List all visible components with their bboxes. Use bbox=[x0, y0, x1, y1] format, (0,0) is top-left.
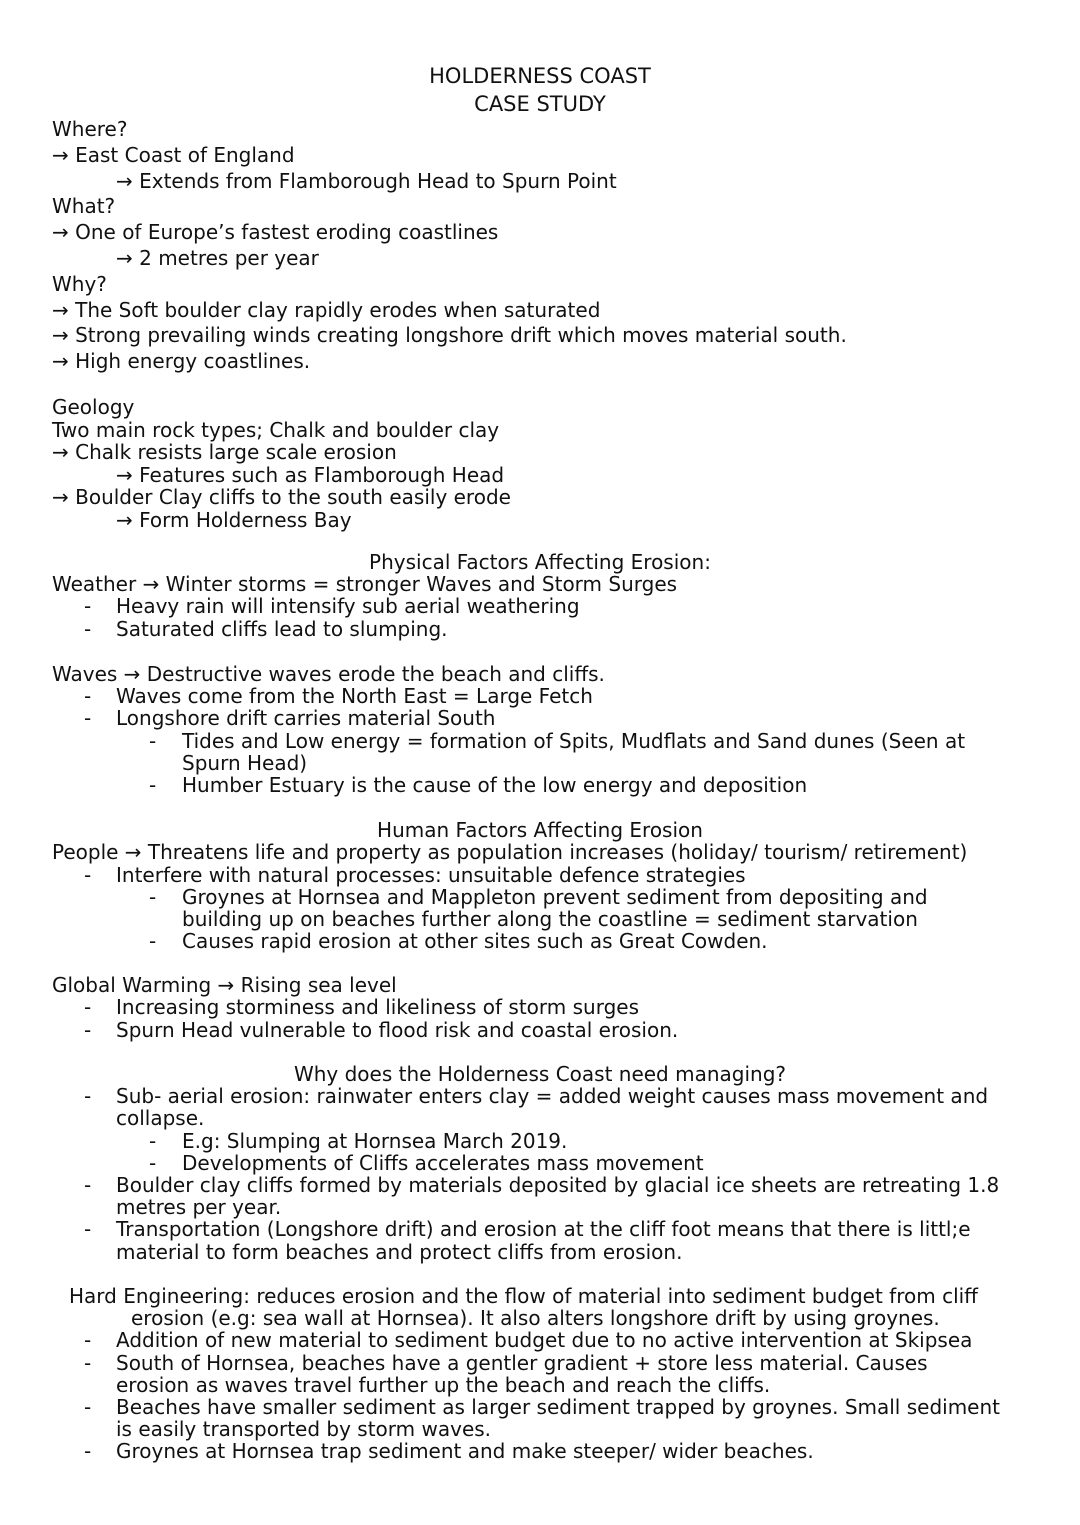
sub-bullet-item: - Humber Estuary is the cause of the low energy and deposition bbox=[52, 774, 1052, 796]
geology-line: → Form Holderness Bay bbox=[116, 507, 352, 532]
why-reason-3: → High energy coastlines. bbox=[52, 349, 311, 374]
hard-engineering-continuation: erosion (e.g: sea wall at Hornsea). It also alters longshore drift by using groynes. bbox=[131, 1306, 940, 1331]
bullet-continuation: collapse. bbox=[116, 1106, 205, 1131]
why-reason-1: → The Soft boulder clay rapidly erodes when saturated bbox=[52, 297, 601, 322]
why-question: Why? bbox=[52, 271, 107, 296]
geology-line: → Features such as Flamborough Head bbox=[116, 462, 505, 487]
sub-bullet-continuation: building up on beaches further along the coastline = sediment starvation bbox=[182, 907, 918, 932]
hard-engineering-section bbox=[52, 1285, 1052, 1463]
geology-section bbox=[52, 396, 1052, 531]
what-answer: → One of Europe’s fastest eroding coastlines bbox=[52, 220, 499, 245]
bullet-continuation: is easily transported by storm waves. bbox=[116, 1417, 492, 1442]
bullet-item: - Saturated cliffs lead to slumping. bbox=[52, 618, 1052, 640]
managing-section bbox=[52, 1063, 1052, 1263]
global-warming-line: Global Warming → Rising sea level bbox=[52, 973, 397, 997]
bullet-item: - Waves come from the North East = Large Fetch bbox=[52, 685, 1052, 707]
bullet-item: - Addition of new material to sediment budget due to no active intervention at Skipsea bbox=[52, 1329, 1052, 1351]
why-reason-2: → Strong prevailing winds creating longshore drift which moves material south. bbox=[52, 323, 847, 348]
bullet-item: - Interfere with natural processes: unsuitable defence strategies bbox=[52, 864, 1052, 886]
where-detail: → Extends from Flamborough Head to Spurn Point bbox=[116, 168, 617, 193]
bullet-item: - Increasing storminess and likeliness of storm surges bbox=[52, 996, 1052, 1018]
bullet-continuation: metres per year. bbox=[116, 1195, 282, 1220]
bullet-continuation: erosion as waves travel further up the beach and reach the cliffs. bbox=[116, 1372, 771, 1397]
what-detail: → 2 metres per year bbox=[116, 245, 319, 270]
human-factors-heading: Human Factors Affecting Erosion bbox=[377, 818, 703, 842]
geology-heading: Geology bbox=[52, 395, 135, 419]
geology-line: Two main rock types; Chalk and boulder clay bbox=[52, 417, 500, 442]
sub-bullet-item: - Developments of Cliffs accelerates mass movement bbox=[52, 1152, 1052, 1174]
bullet-item: - Sub- aerial erosion: rainwater enters clay = added weight causes mass movement and bbox=[52, 1085, 1052, 1107]
what-question: What? bbox=[52, 194, 116, 219]
geology-line: → Boulder Clay cliffs to the south easily erode bbox=[52, 485, 511, 509]
human-factors-section bbox=[52, 819, 1052, 953]
bullet-item: - Longshore drift carries material South bbox=[52, 707, 1052, 729]
sub-bullet-continuation: Spurn Head) bbox=[182, 750, 308, 775]
bullet-item: - Heavy rain will intensify sub aerial weathering bbox=[52, 595, 1052, 617]
geology-line: → Chalk resists large scale erosion bbox=[52, 440, 397, 464]
where-question: Where? bbox=[52, 117, 128, 141]
bullet-continuation: material to form beaches and protect cliffs from erosion. bbox=[116, 1239, 683, 1264]
bullet-item: - Spurn Head vulnerable to flood risk and coastal erosion. bbox=[52, 1019, 1052, 1041]
sub-bullet-item: - Tides and Low energy = formation of Spits, Mudflats and Sand dunes (Seen at bbox=[52, 730, 1052, 752]
people-line: People → Threatens life and property as population increases (holiday/ tourism/ retirement) bbox=[52, 840, 968, 865]
bullet-item: - Transportation (Longshore drift) and erosion at the cliff foot means that there is littl;e bbox=[52, 1218, 1052, 1240]
document-title: HOLDERNESS COAST bbox=[429, 64, 651, 88]
physical-factors-section bbox=[52, 551, 1052, 640]
sub-bullet-item: - E.g: Slumping at Hornsea March 2019. bbox=[52, 1130, 1052, 1152]
global-warming-section bbox=[52, 974, 1052, 1041]
waves-section bbox=[52, 663, 1052, 796]
weather-line: Weather → Winter storms = stronger Waves and Storm Surges bbox=[52, 572, 678, 597]
waves-line: Waves → Destructive waves erode the beach and cliffs. bbox=[52, 662, 605, 686]
sub-bullet-item: - Causes rapid erosion at other sites such as Great Cowden. bbox=[52, 930, 1052, 952]
intro-section bbox=[52, 117, 1052, 375]
managing-heading: Why does the Holderness Coast need managing? bbox=[293, 1062, 787, 1086]
bullet-item: - South of Hornsea, beaches have a gentler gradient + store less material. Causes bbox=[52, 1352, 1052, 1374]
bullet-item: - Beaches have smaller sediment as larger sediment trapped by groynes. Small sediment bbox=[52, 1396, 1052, 1418]
physical-factors-heading: Physical Factors Affecting Erosion: bbox=[369, 550, 711, 574]
where-answer: → East Coast of England bbox=[52, 142, 295, 167]
hard-engineering-line: Hard Engineering: reduces erosion and the flow of material into sediment budget from cliff bbox=[69, 1284, 978, 1308]
bullet-item: - Groynes at Hornsea trap sediment and make steeper/ wider beaches. bbox=[52, 1440, 1052, 1462]
bullet-item: - Boulder clay cliffs formed by materials deposited by glacial ice sheets are retreating 1.8 bbox=[52, 1174, 1052, 1196]
sub-bullet-item: - Groynes at Hornsea and Mappleton prevent sediment from depositing and bbox=[52, 886, 1052, 908]
document-subtitle: CASE STUDY bbox=[474, 92, 606, 116]
